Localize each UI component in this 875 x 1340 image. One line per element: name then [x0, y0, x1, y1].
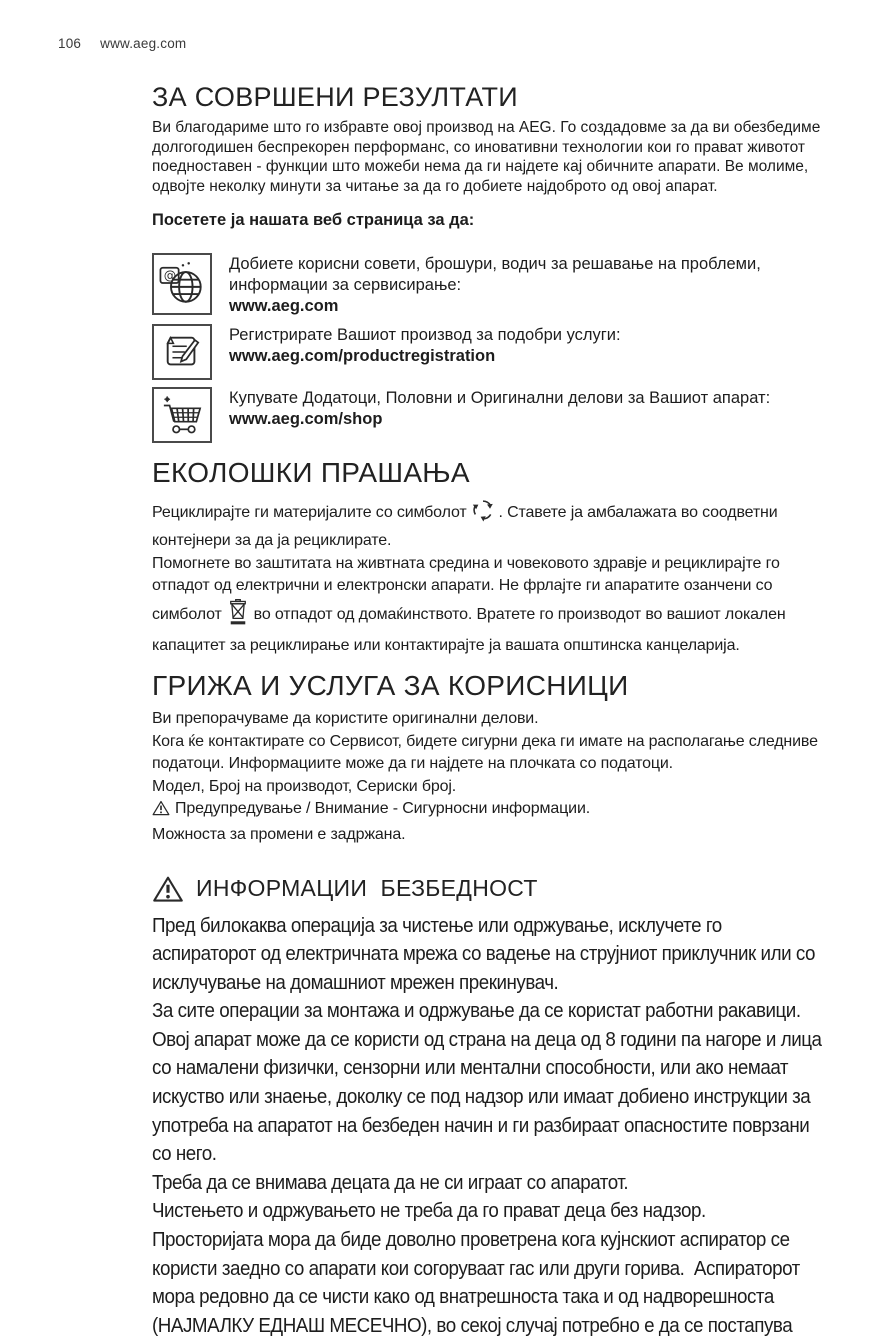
page-title: ЗА СОВРШЕНИ РЕЗУЛТАТИ	[152, 82, 828, 113]
revision-note: Можноста за промени е задржана.	[152, 824, 828, 847]
page-header	[58, 36, 186, 51]
visit-item-url: www.aeg.com/shop	[229, 410, 382, 428]
safety-paragraph: Овој апарат може да се користи од страна на деца од 8 години па нагоре и лица со намалени физички, сензорни или ментални способности, или ако немаат искуство или знаење, доколку се под надзор или имаат добиено инструкции за употреба на апаратот на безбеден начин и ги разбираат опасностите поврзани со него.	[152, 1026, 827, 1169]
section-title-care: ГРИЖА И УСЛУГА ЗА КОРИСНИЦИ	[152, 670, 828, 702]
visit-lead: Посетете ја нашата веб страница за да:	[152, 211, 828, 230]
care-paragraph-1: Ви препорачуваме да користите оригинални делови.	[152, 708, 828, 731]
weee-bin-icon	[228, 598, 248, 636]
safety-paragraph: Пред билокаква операција за чистење или одржување, исклучете го аспираторот од електричната мрежа со вадење на струјниот приклучник или со исклучување на домашниот мрежен прекинувач.	[152, 912, 827, 998]
page-content	[152, 82, 828, 1340]
visit-item-url: www.aeg.com	[229, 297, 338, 315]
note-pen-icon	[161, 331, 203, 373]
page-number: 106	[58, 36, 81, 51]
visit-item-description: Купувате Додатоци, Половни и Оригинални делови за Вашиот апарат:	[229, 389, 770, 407]
environment-paragraph-2	[152, 553, 828, 658]
intro-paragraph: Ви благодариме што го избравте овој производ на AEG. Го создадовме за да ви обезбедиме долгогодишен беспрекорен перформанс, со иновативни технологии кои го прават животот поедноставен - функции што можеби нема да ги најдете кај обичните апарати. Ве молиме, одвојте неколку минути за читање за да го добиете најдоброто од овој апарат.	[152, 118, 828, 196]
environment-p1-before: Рециклирајте ги материјалите со симболот	[152, 504, 467, 521]
visit-item	[152, 253, 828, 317]
section-title-environment: ЕКОЛОШКИ ПРАШАЊА	[152, 457, 828, 489]
environment-paragraph-1	[152, 498, 828, 552]
visit-item-description: Добиете корисни совети, брошури, водич за решавање на проблеми, информации за сервисирање:	[229, 255, 761, 294]
icon-box	[152, 324, 212, 380]
recycle-icon	[471, 498, 495, 530]
safety-paragraph: Просторијата мора да биде доволно проветрена кога кујнскиот аспиратор се користи заедно со апарати кои согоруваат гас или други горива. Аспираторот мора редовно да се чисти како од внатрешноста така и од надворешноста (НАЈМАЛКУ ЕДНАШ МЕСЕЧНО), во секој случај потребно е да се постапува	[152, 1226, 827, 1340]
visit-item	[152, 387, 828, 443]
warning-icon	[152, 800, 170, 824]
safety-paragraph: Треба да се внимава децата да не си играат со апаратот.	[152, 1169, 827, 1198]
care-paragraph-3: Модел, Број на производот, Сериски број.	[152, 776, 828, 799]
svg-text:@: @	[164, 268, 176, 283]
environment-p1-after: . Ставете ја амбалажата во соодветни контејнери за да ја рециклирате.	[152, 504, 778, 549]
safety-section	[152, 875, 828, 1340]
safety-paragraph: За сите операции за монтажа и одржување да се користат работни ракавици.	[152, 997, 827, 1026]
visit-item-description: Регистрирате Вашиот производ за подобри услуги:	[229, 326, 621, 344]
warning-icon-large	[152, 875, 184, 903]
care-paragraph-2: Кога ќе контактирате со Сервисот, бидете сигурни дека ги имате на располагање следниве податоци. Информациите може да ги најдете на плочката со податоци.	[152, 731, 828, 776]
safety-title-text: ИНФОРМАЦИИ БЕЗБЕДНОСТ	[196, 875, 538, 902]
visit-item-text	[229, 324, 621, 367]
site-url: www.aeg.com	[100, 36, 186, 51]
shopping-cart-icon	[160, 394, 204, 436]
environment-p2-before: Помогнете во заштитата на живтната средина и човековото здравје и рециклирајте го отпадот од електрични и електронски апарати. Не фрлајте ги апаратите озанчени со симболот	[152, 555, 780, 623]
care-warning-text: Предупредување / Внимание - Сигурносни информации.	[175, 800, 590, 817]
visit-item-url: www.aeg.com/productregistration	[229, 347, 495, 365]
visit-item	[152, 324, 828, 380]
icon-box	[152, 387, 212, 443]
safety-body	[152, 912, 827, 1340]
care-warning-line	[152, 798, 828, 824]
environment-p2-after: во отпадот од домаќинството. Вратете го производот во вашиот локален капацитет за рециклирање или контактирајте ја вашата општинска канцеларија.	[152, 606, 786, 655]
icon-box	[152, 253, 212, 315]
safety-title	[152, 875, 828, 903]
globe-at-icon	[159, 261, 205, 307]
visit-item-text	[229, 253, 828, 317]
safety-paragraph: Чистењето и одржувањето не треба да го прават деца без надзор.	[152, 1197, 827, 1226]
visit-item-text	[229, 387, 770, 430]
